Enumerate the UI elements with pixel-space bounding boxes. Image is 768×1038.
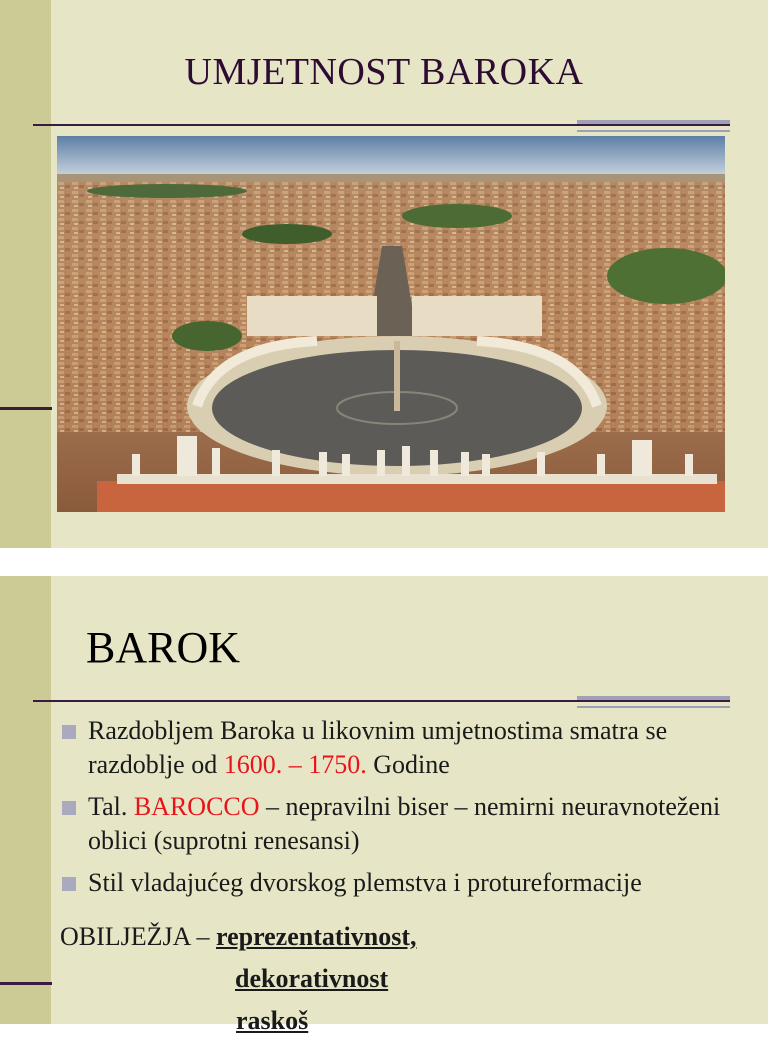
slide-sidebar bbox=[0, 576, 51, 1024]
bullet-marker bbox=[62, 725, 76, 739]
feature-underline-spacer bbox=[60, 962, 235, 996]
bullet-text-post: Godine bbox=[366, 750, 450, 779]
bullet-item bbox=[60, 714, 740, 782]
features-line bbox=[60, 920, 417, 954]
bullet-marker bbox=[62, 801, 76, 815]
bullet-text: Tal. bbox=[88, 792, 134, 821]
bullet-item bbox=[60, 866, 740, 900]
title-rule-accent bbox=[577, 696, 730, 700]
bullet-text-post: – nepravilni biser – nemirni neuravnoteženi oblici (suprotni renesansi) bbox=[88, 792, 721, 855]
bullet-marker bbox=[62, 877, 76, 891]
feature-item: reprezentativnost, bbox=[216, 922, 417, 951]
title-rule-accent-2 bbox=[577, 130, 730, 132]
bullet-text: Stil vladajućeg dvorskog plemstva i protureformacije bbox=[88, 868, 642, 897]
bullet-highlight: 1600. – 1750. bbox=[223, 750, 367, 779]
features-label: OBILJEŽJA – bbox=[60, 922, 216, 951]
feature-item: raskoš bbox=[236, 1006, 309, 1035]
title-rule bbox=[33, 124, 730, 126]
features-line bbox=[60, 962, 388, 996]
bullet-text: Razdobljem Baroka u likovnim umjetnostima smatra se razdoblje od bbox=[88, 716, 668, 779]
features-line bbox=[236, 1004, 308, 1038]
bullet-item bbox=[60, 790, 740, 858]
sidebar-tick bbox=[0, 407, 52, 410]
title-rule bbox=[33, 700, 730, 702]
title-rule-accent-2 bbox=[577, 706, 730, 708]
slide-title: UMJETNOST BAROKA bbox=[184, 51, 584, 93]
st-peters-square-photo bbox=[57, 136, 725, 512]
feature-item: dekorativnost bbox=[235, 964, 389, 993]
bullet-highlight: BAROCCO bbox=[133, 792, 260, 821]
slide-title-2: BAROK bbox=[86, 623, 241, 672]
title-rule-accent bbox=[577, 120, 730, 124]
sidebar-tick bbox=[0, 982, 52, 985]
bullet-list bbox=[60, 714, 740, 908]
